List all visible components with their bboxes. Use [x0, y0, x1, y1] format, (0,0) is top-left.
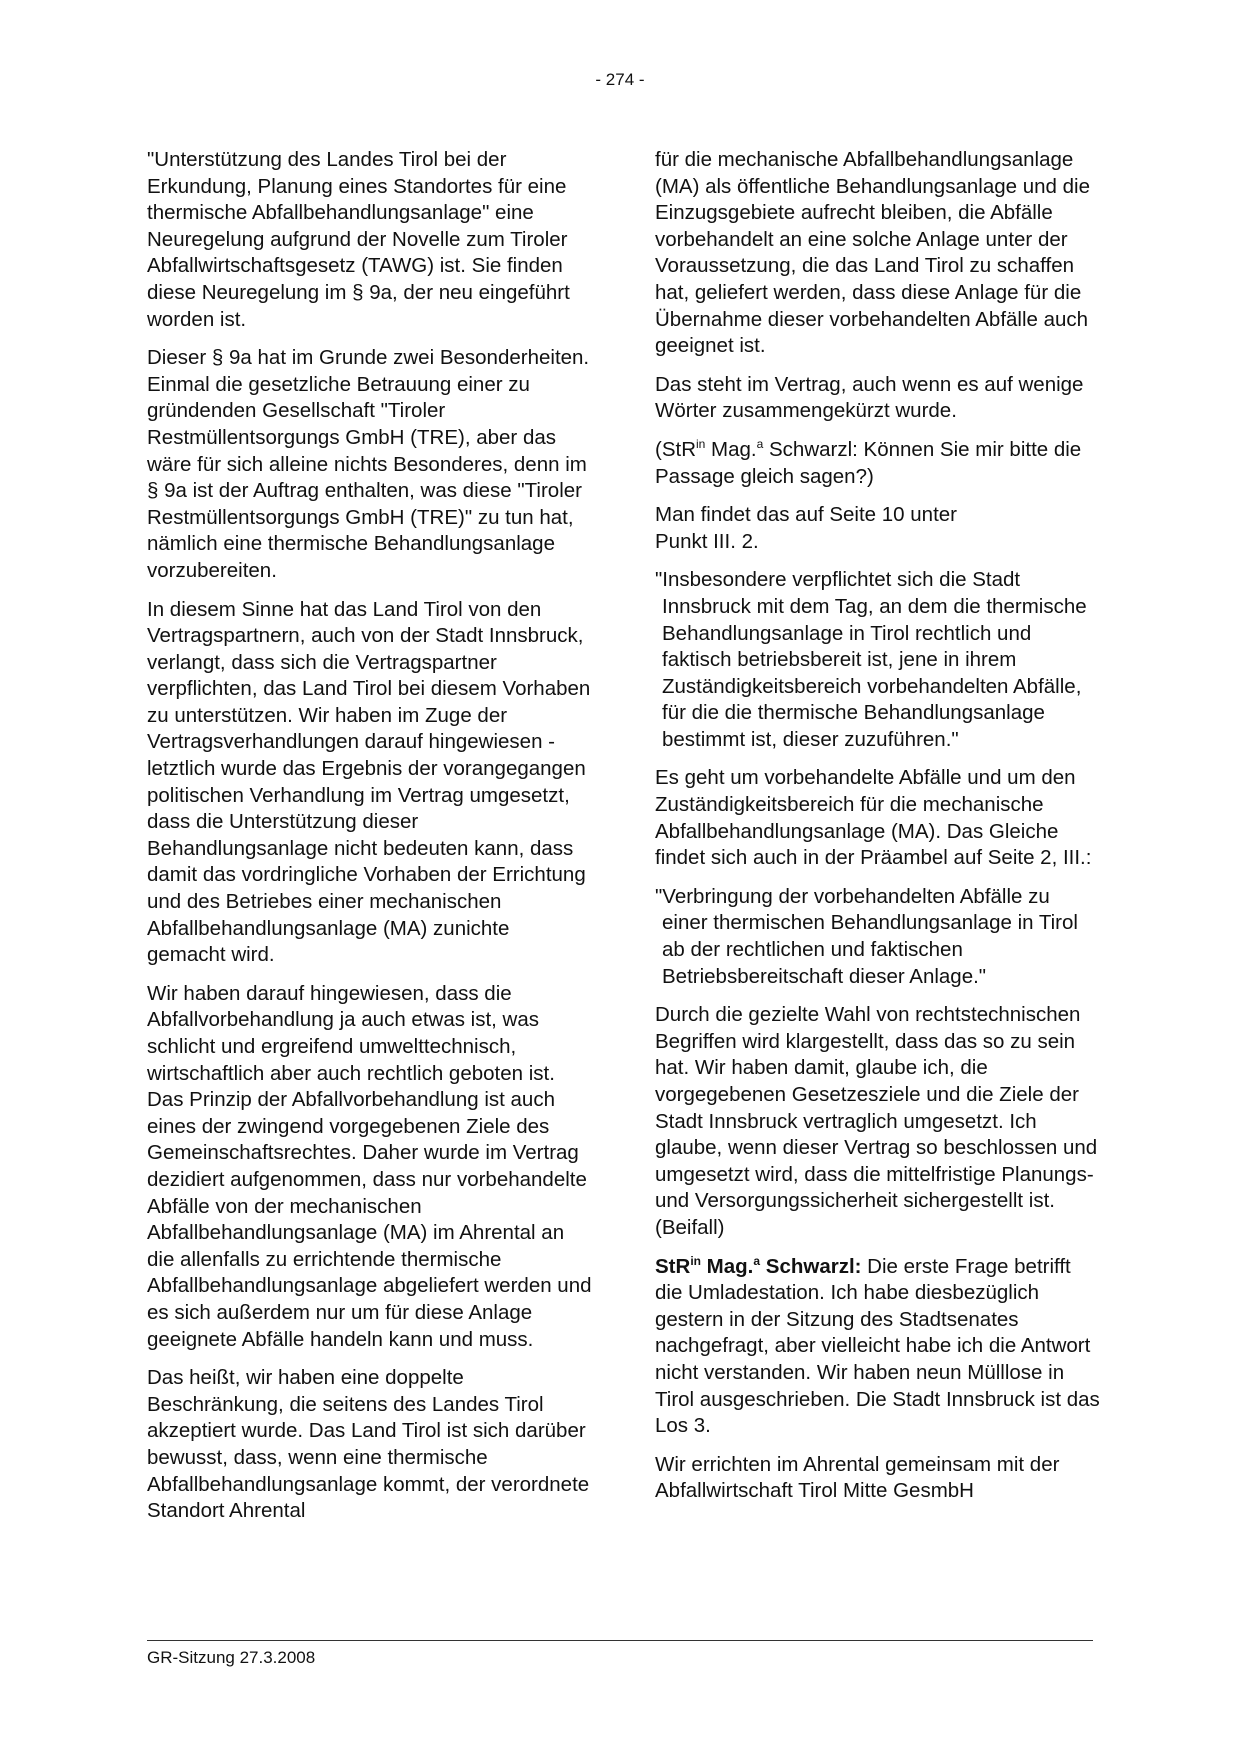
paragraph: Das steht im Vertrag, auch wenn es auf wenige Wörter zusammengekürzt wurde. — [655, 372, 1084, 423]
paragraph: Man findet das auf Seite 10 unter Punkt III. 2. — [655, 503, 958, 553]
paragraph: Durch die gezielte Wahl von rechtstechnischen Begriffen wird klargestellt, dass das so zu sein hat. Wir haben damit, glaube ich, die vorgegebenen Gesetzesziele und die Ziele der Stadt Innsbruck vertraglich umgesetzt. Ich glaube, wenn dieser Vertrag so beschlossen und umgesetzt wird, dass die mittelfristige Planungs- und Versorgungssicherheit sichergestellt ist. (Beifall) — [655, 1003, 1098, 1239]
contract-quote: "Insbesondere verpflichtet sich die Stadt Innsbruck mit dem Tag, an dem die thermische Behandlungsanlage in Tirol rechtlich und faktisch betriebsbereit ist, jene in ihrem Zuständigkeitsbereich vorbehandelten Abfälle, für die die thermische Behandlungsanlage bestimmt ist, dieser zuzuführen." — [655, 568, 1087, 751]
speaker-paragraph: StR$^{in}$ Mag.$^a$ Schwarzl: Die erste Frage betrifft die Umladestation. Ich habe diesbezüglich gestern in der Sitzung des Stadtsenates nachgefragt, aber vielleicht habe ich die Antwort nicht verstanden. Wir haben neun Mülllose in Tirol ausgeschrieben. Die Stadt Innsbruck ist das Los 3. — [655, 1253, 1100, 1438]
page-number: - 274 - — [595, 70, 645, 89]
paragraph: Wir haben darauf hingewiesen, dass die Abfallvorbehandlung ja auch etwas ist, was schlicht und ergreifend umwelttechnisch, wirtschaftlich aber auch rechtlich geboten ist. Das Prinzip der Abfallvorbehandlung ist auch eines der zwingend vorgegebenen Ziele des Gemeinschaftsrechtes. Daher wurde im Vertrag dezidiert aufgenommen, dass nur vorbehandelte Abfälle von der mechanischen Abfallbehandlungsanlage (MA) im Ahrental an die allenfalls zu errichtende thermische Abfallbehandlungsanlage abgeliefert werden und es sich außerdem nur um für diese Anlage geeignete Abfälle handeln kann und muss. — [147, 981, 592, 1351]
paragraph: In diesem Sinne hat das Land Tirol von den Vertragspartnern, auch von der Stadt Innsbruck, verlangt, dass sich die Vertragspartner verpflichten, das Land Tirol bei diesem Vorhaben zu unterstützen. Wir haben im Zuge der Vertragsverhandlungen darauf hingewiesen - letztlich wurde das Ergebnis der vorangegangen politischen Verhandlung im Vertrag umgesetzt, dass die Unterstützung dieser Behandlungsanlage nicht bedeuten kann, dass damit das vordringliche Vorhaben der Errichtung und des Betriebes einer mechanischen Abfallbehandlungsanlage (MA) zunichte gemacht wird. — [147, 597, 591, 967]
footer-divider — [147, 1640, 1093, 1641]
speaker-name: StR$^{in}$ Mag.$^a$ Schwarzl: — [655, 1253, 862, 1278]
paragraph: Wir errichten im Ahrental gemeinsam mit der Abfallwirtschaft Tirol Mitte GesmbH — [655, 1452, 1060, 1503]
paragraph: Das heißt, wir haben eine doppelte Beschränkung, die seitens des Landes Tirol akzeptiert wurde. Das Land Tirol ist sich darüber bewusst, dass, wenn eine thermische Abfallbehandlungsanlage kommt, der verordnete Standort Ahrental — [147, 1366, 590, 1523]
paragraph: Es geht um vorbehandelte Abfälle und um den Zuständigkeitsbereich für die mechanische Abfallbehandlungsanlage (MA). Das Gleiche findet sich auch in der Präambel auf Seite 2, III.: — [655, 766, 1092, 870]
left-column — [147, 147, 592, 1537]
contract-quote: "Verbringung der vorbehandelten Abfälle zu einer thermischen Behandlungsanlage in Tirol ab der rechtlichen und faktischen Betriebsbereitschaft dieser Anlage." — [655, 884, 1078, 988]
paragraph: für die mechanische Abfallbehandlungsanlage (MA) als öffentliche Behandlungsanlage und die Einzugsgebiete aufrecht bleiben, die Abfälle vorbehandelt an eine solche Anlage unter der Voraussetzung, die das Land Tirol zu schaffen hat, geliefert werden, dass diese Anlage für die Übernahme dieser vorbehandelten Abfälle auch geeignet ist. — [655, 148, 1090, 358]
paragraph: Dieser § 9a hat im Grunde zwei Besonderheiten. Einmal die gesetzliche Betrauung einer zu gründenden Gesellschaft "Tiroler Restmüllentsorgungs GmbH (TRE), aber das wäre für sich alleine nichts Besonderes, denn im § 9a ist der Auftrag enthalten, was diese "Tiroler Restmüllentsorgungs GmbH (TRE)" zu tun hat, nämlich eine thermische Behandlungsanlage vorzubereiten. — [147, 346, 590, 582]
footer-text: GR-Sitzung 27.3.2008 — [147, 1648, 316, 1667]
interjection: (StR$^{in}$ Mag.$^a$ Schwarzl: Können Sie mir bitte die Passage gleich sagen?) — [655, 437, 1082, 488]
right-column — [655, 147, 1100, 1517]
paragraph: "Unterstützung des Landes Tirol bei der Erkundung, Planung eines Standortes für eine thermische Abfallbehandlungsanlage" eine Neuregelung aufgrund der Novelle zum Tiroler Abfallwirtschaftsgesetz (TAWG) ist. Sie finden diese Neuregelung im § 9a, der neu eingeführt worden ist. — [147, 148, 570, 331]
